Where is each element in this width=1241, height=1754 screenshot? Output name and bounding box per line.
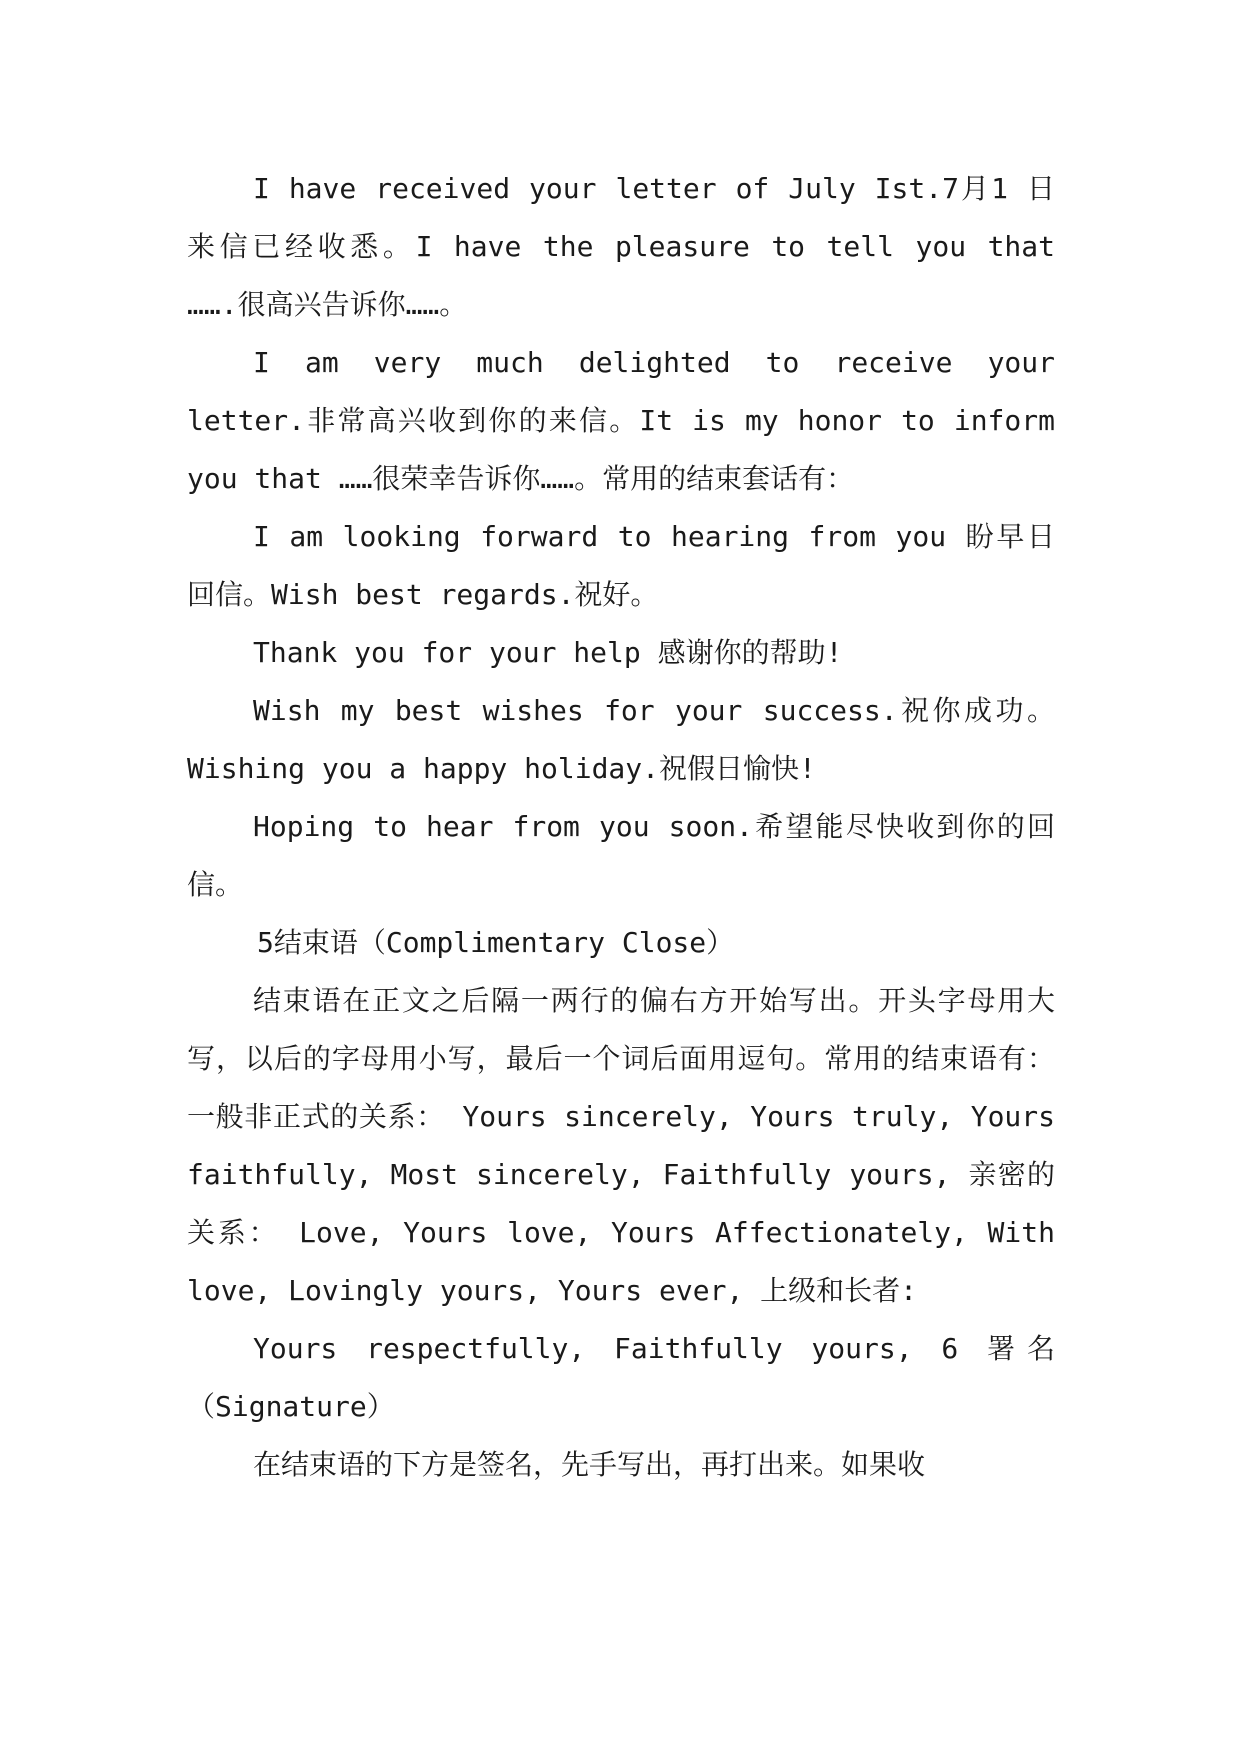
paragraph-best-wishes: Wish my best wishes for your success.祝你成功。Wishing you a happy holiday.祝假日愉快! — [187, 694, 1055, 785]
paragraph-signature: 在结束语的下方是签名，先手写出，再打出来。如果收 — [253, 1448, 926, 1481]
paragraph-looking-forward: I am looking forward to hearing from you 盼早日回信。Wish best regards.祝好。 — [187, 520, 1055, 611]
document-page — [187, 160, 1055, 1494]
paragraph-signature-heading: Yours respectfully, Faithfully yours, 6 署名（Signature） — [187, 1332, 1055, 1423]
paragraph-delighted: I am very much delighted to receive your letter.非常高兴收到你的来信。It is my honor to inform you that ……很荣幸告诉你……。常用的结束套话有： — [187, 346, 1055, 495]
paragraph-closing-phrases: 结束语在正文之后隔一两行的偏右方开始写出。开头字母用大写，以后的字母用小写，最后一个词后面用逗句。常用的结束语有： 一般非正式的关系： Yours sincerely, Yours truly, Yours faithfully, Most sincerely, Faithfully yours, 亲密的关系： Love, Yours love, Yours Affectionately, With love, Lovingly yours, Yours ever, 上级和长者: — [187, 984, 1055, 1307]
paragraph-thank-you: Thank you for your help 感谢你的帮助! — [253, 636, 843, 669]
paragraph-received-letter: I have received your letter of July Ist.7月1 日来信已经收悉。I have the pleasure to tell you that …….很高兴告诉你……。 — [187, 172, 1055, 321]
section-heading-complimentary-close: 5结束语（Complimentary Close） — [257, 926, 735, 959]
paragraph-hoping: Hoping to hear from you soon.希望能尽快收到你的回信。 — [187, 810, 1055, 901]
